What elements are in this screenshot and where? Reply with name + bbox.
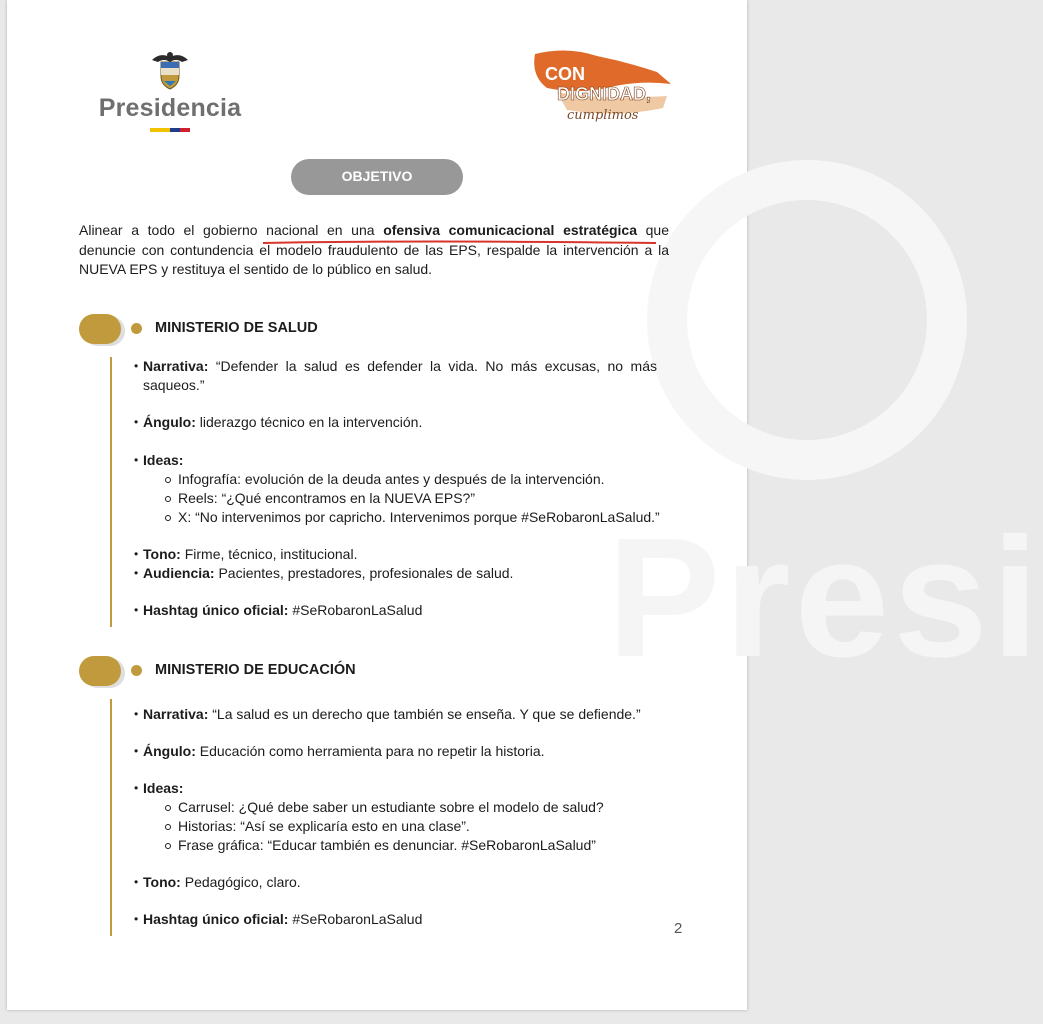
objective-badge: OBJETIVO	[291, 159, 463, 195]
coat-of-arms-icon	[148, 48, 192, 92]
section-dot-marker	[131, 323, 142, 334]
section-vertical-line	[110, 699, 112, 936]
idea-item: Reels: “¿Qué encontramos en la NUEVA EPS?”	[178, 489, 475, 508]
bullet-tono: • Tono: Firme, técnico, institucional.	[134, 546, 358, 562]
svg-text:CON: CON	[545, 64, 585, 84]
bullet-audiencia: • Audiencia: Pacientes, prestadores, profesionales de salud.	[134, 565, 514, 581]
bullet-narrativa: • Narrativa: “La salud es un derecho que también se enseña. Y que se defiende.”	[134, 706, 641, 722]
bullet-angulo: • Ángulo: liderazgo técnico en la intervención.	[134, 414, 423, 430]
objective-paragraph: Alinear a todo el gobierno nacional en una ofensiva comunicacional estratégica que denuncie con contundencia el modelo fraudulento de las EPS, respalde la intervención a la NUEVA EPS y restituya el sentido de lo público en salud.	[79, 222, 669, 277]
bullet-angulo: • Ángulo: Educación como herramienta para no repetir la historia.	[134, 743, 545, 759]
bullet-ideas: • Ideas:	[134, 452, 184, 468]
presidencia-logo	[95, 48, 245, 132]
section-pill-marker	[79, 314, 121, 344]
section-vertical-line	[110, 357, 112, 627]
watermark-text: Presi	[607, 503, 1043, 693]
bullet-hashtag: • Hashtag único oficial: #SeRobaronLaSalud	[134, 602, 423, 618]
red-underline	[261, 240, 661, 246]
idea-item: X: “No intervenimos por capricho. Intervenimos porque #SeRobaronLaSalud.”	[178, 508, 660, 527]
page-number: 2	[674, 920, 683, 937]
idea-item: Infografía: evolución de la deuda antes y después de la intervención.	[178, 470, 605, 489]
bullet-tono: • Tono: Pedagógico, claro.	[134, 874, 301, 890]
bullet-ideas: • Ideas:	[134, 780, 184, 796]
colombia-flag-stripe	[150, 128, 190, 132]
idea-item: Carrusel: ¿Qué debe saber un estudiante sobre el modelo de salud?	[178, 798, 604, 817]
section-dot-marker	[131, 665, 142, 676]
watermark-emblem	[647, 160, 967, 480]
document-page	[7, 0, 1043, 1010]
bullet-narrativa: • Narrativa: “Defender la salud es defender la vida. No más excusas, no más saqueos.”	[134, 358, 657, 393]
idea-item: Frase gráfica: “Educar también es denunciar. #SeRobaronLaSalud”	[178, 836, 596, 855]
con-dignidad-logo	[527, 44, 677, 128]
section-pill-marker	[79, 656, 121, 686]
section-title: MINISTERIO DE SALUD	[155, 320, 318, 336]
presidencia-wordmark: Presidencia	[98, 94, 242, 122]
bullet-hashtag: • Hashtag único oficial: #SeRobaronLaSalud	[134, 911, 423, 927]
idea-item: Historias: “Así se explicaría esto en una clase”.	[178, 817, 470, 836]
svg-text:cumplimos: cumplimos	[567, 108, 639, 123]
svg-text:DIGNIDAD,: DIGNIDAD,	[557, 84, 651, 104]
section-title: MINISTERIO DE EDUCACIÓN	[155, 662, 356, 678]
